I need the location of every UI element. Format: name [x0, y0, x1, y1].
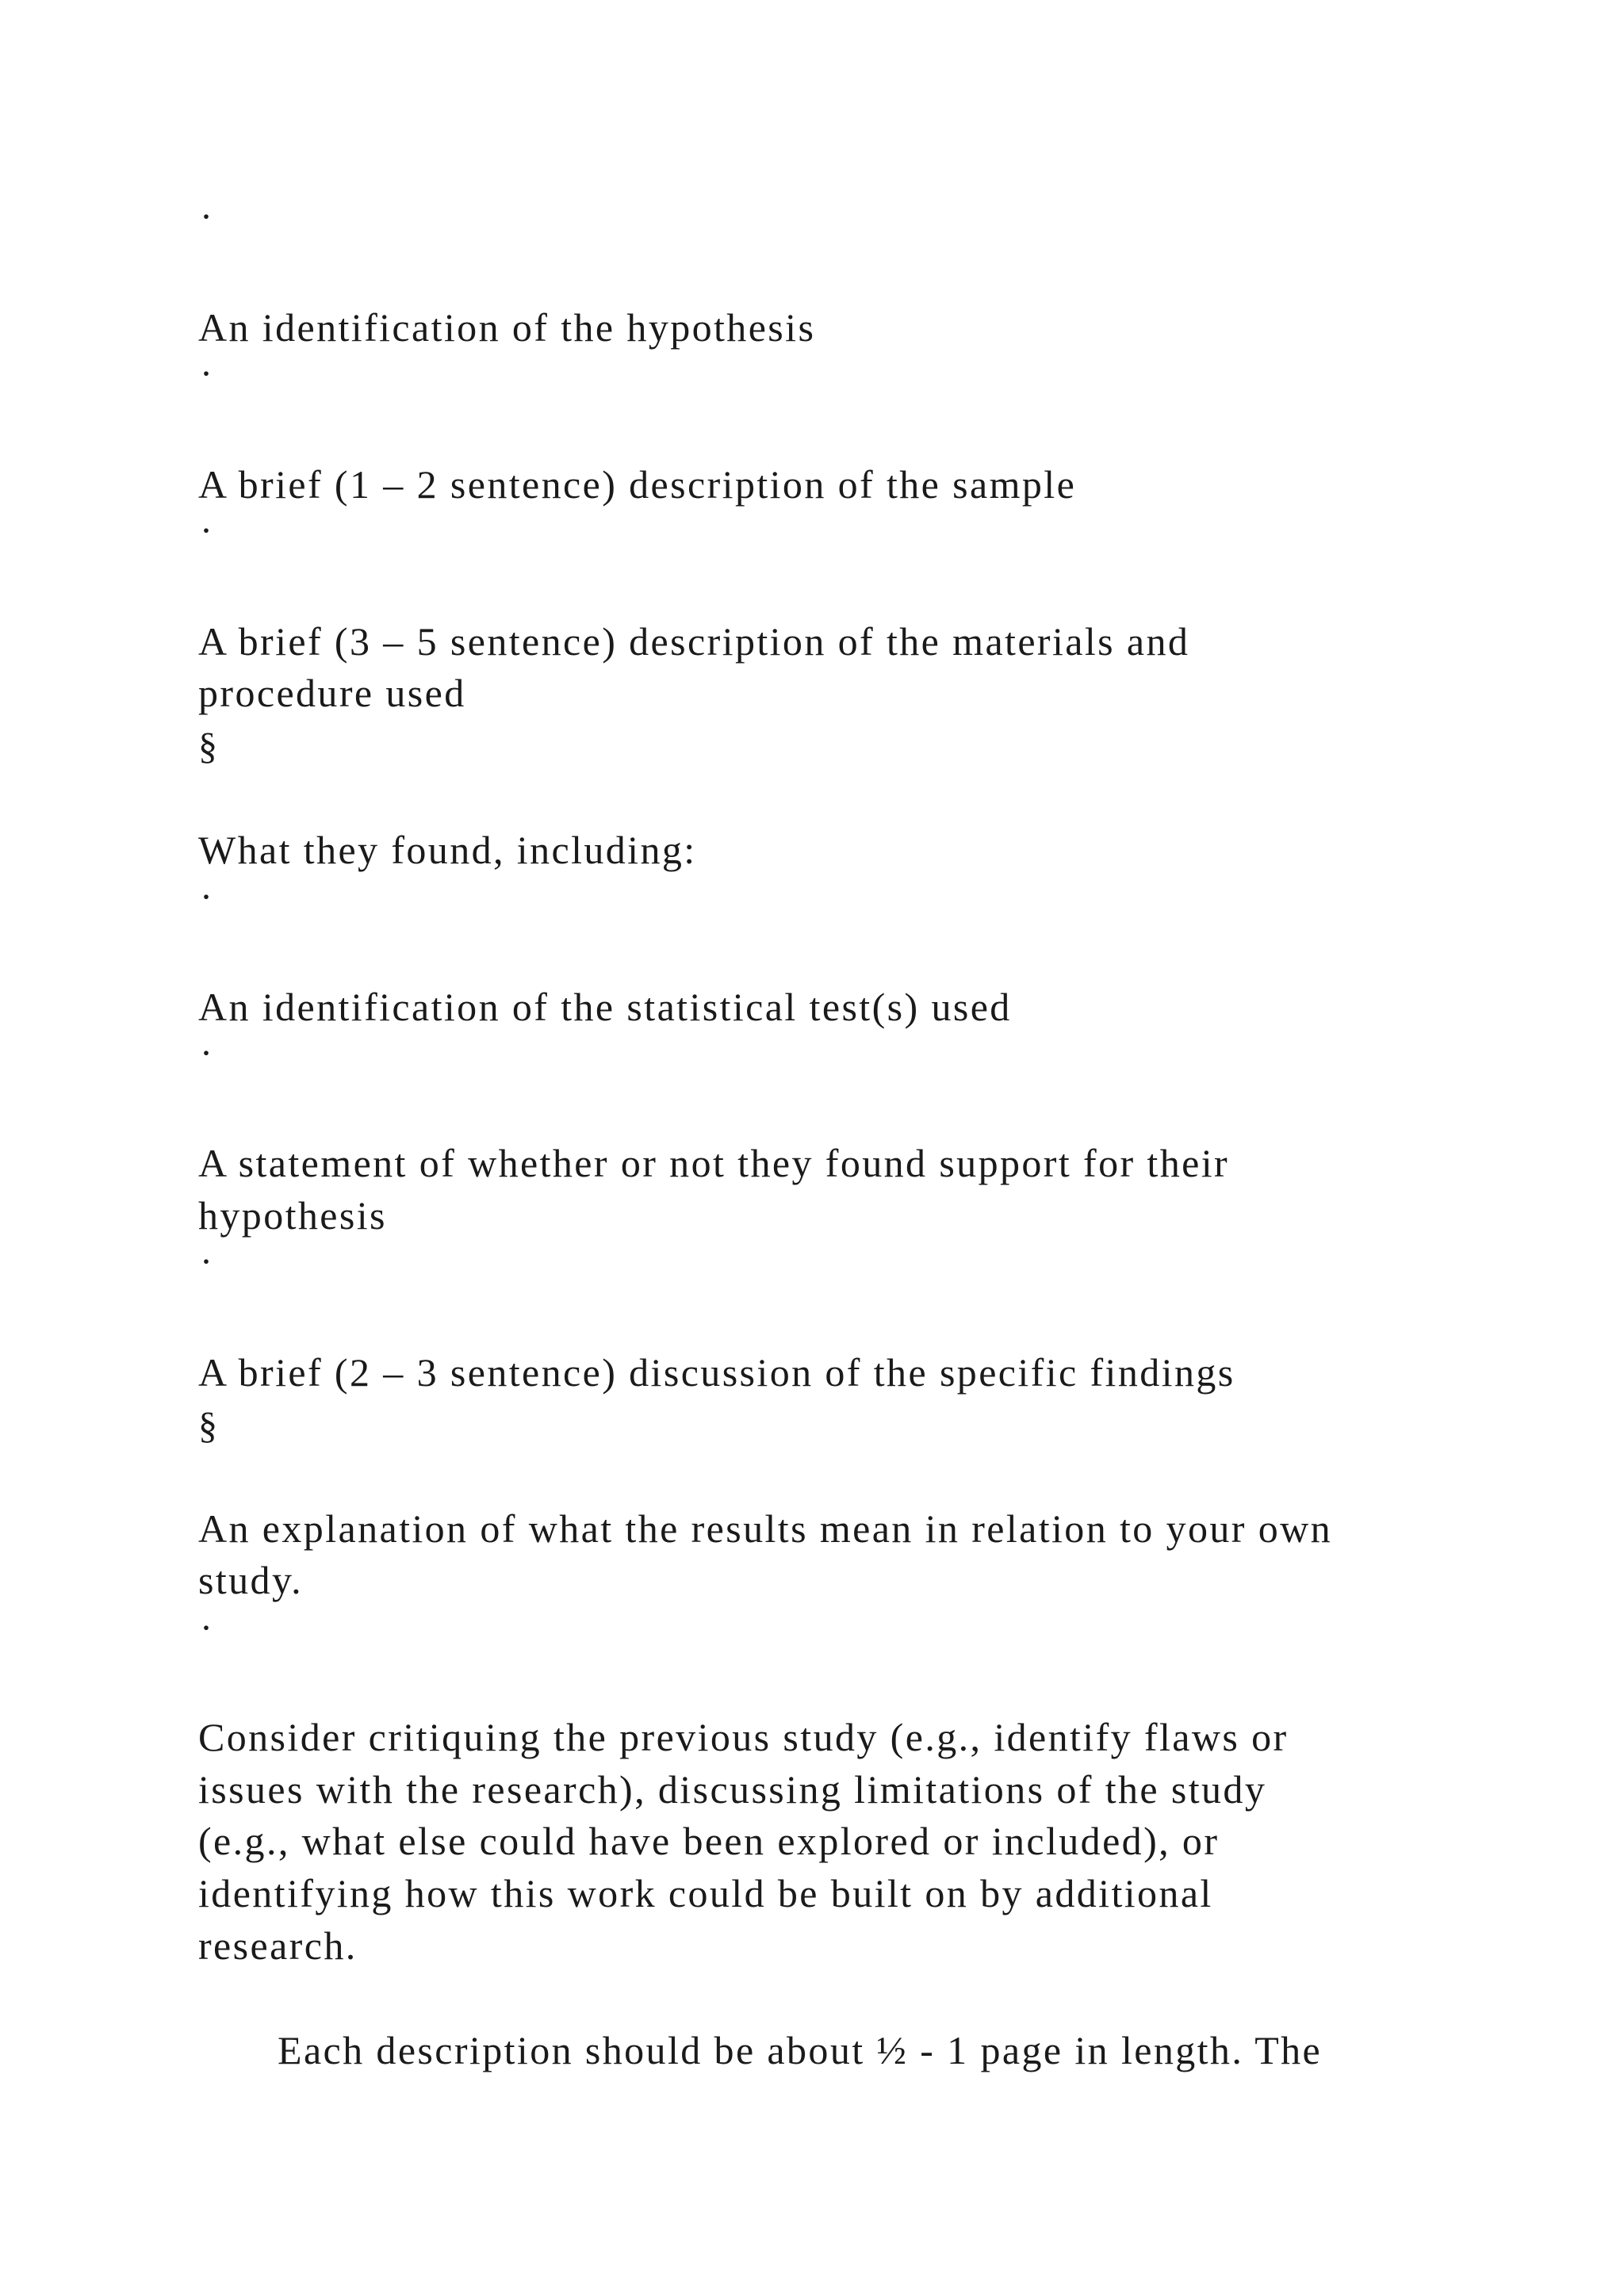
item-critique-line-4: identifying how this work could be built on by additional [198, 1871, 1213, 1915]
item-findings-heading: What they found, including: [198, 828, 697, 872]
bullet-dot-marker: · [200, 1607, 213, 1649]
item-critique-line-3: (e.g., what else could have been explored or included), or [198, 1819, 1220, 1863]
item-explanation-line-1: An explanation of what the results mean in relation to your own [198, 1506, 1333, 1551]
item-critique-line-5: research. [198, 1923, 358, 1968]
item-support-line-1: A statement of whether or not they found support for their [198, 1141, 1230, 1185]
item-explanation-line-2: study. [198, 1558, 304, 1602]
bullet-dot-marker: · [200, 196, 213, 238]
item-critique-line-2: issues with the research), discussing limitations of the study [198, 1767, 1267, 1812]
bullet-dot-marker: · [200, 510, 213, 552]
item-statistical-test: An identification of the statistical test(s) used [198, 985, 1012, 1029]
closing-paragraph: Each description should be about ½ - 1 page in length. The [278, 2028, 1323, 2072]
item-hypothesis: An identification of the hypothesis [198, 305, 816, 350]
item-support-line-2: hypothesis [198, 1193, 387, 1238]
bullet-dot-marker: · [200, 876, 213, 918]
item-specific-findings: A brief (2 – 3 sentence) discussion of the specific findings [198, 1350, 1235, 1395]
bullet-dot-marker: · [200, 1032, 213, 1074]
section-sign-marker: § [198, 725, 217, 767]
bullet-dot-marker: · [200, 1241, 213, 1283]
section-sign-marker: § [198, 1405, 217, 1447]
item-sample: A brief (1 – 2 sentence) description of the sample [198, 462, 1077, 507]
item-materials-line-1: A brief (3 – 5 sentence) description of the materials and [198, 619, 1190, 664]
bullet-dot-marker: · [200, 353, 213, 395]
item-materials-line-2: procedure used [198, 671, 466, 715]
item-critique-line-1: Consider critiquing the previous study (e.g., identify flaws or [198, 1715, 1289, 1759]
